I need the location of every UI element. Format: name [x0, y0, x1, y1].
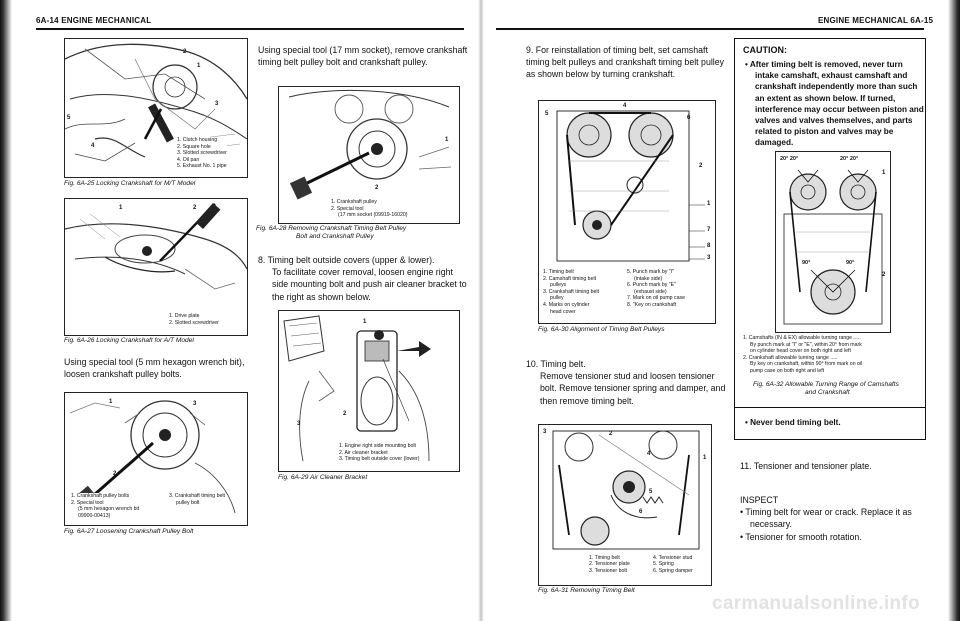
callout-2: 2: [113, 471, 117, 477]
inspect-section: [740, 494, 928, 543]
center-gutter: [478, 0, 484, 621]
left-header-rule: [36, 28, 464, 30]
callout-1: 1: [703, 455, 707, 461]
callout-1: 1: [119, 205, 123, 211]
callout-2: 2: [375, 185, 379, 191]
callout-1: 1: [707, 201, 711, 207]
figure-6a-31-legend-col1: 1. Timing belt 2. Tensioner plate 3. Tensioner bolt: [589, 555, 630, 574]
callout-2: 2: [699, 163, 703, 169]
figure-6a-31-caption: Fig. 6A-31 Removing Timing Belt: [538, 587, 635, 594]
step-10-title: 10. Timing belt.: [526, 359, 586, 369]
inspect-bullet-1: • Timing belt for wear or crack. Replace it as necessary.: [740, 507, 912, 530]
step-9: 9. For reinstallation of timing belt, set camshaft timing belt pulleys and crankshaft timing belt pulley as shown below by turning crankshaft.: [526, 45, 725, 80]
angle-label-left: 20° 20°: [780, 156, 799, 162]
callout-8: 8: [707, 243, 711, 249]
figure-6a-25-legend: 1. Clutch housing 2. Square hole 3. Slotted screwdriver 4. Oil pan 5. Exhaust No. 1 pipe: [177, 137, 227, 170]
figure-6a-28: [278, 86, 460, 224]
callout-2: 2: [183, 49, 187, 55]
step-10-text: Remove tensioner stud and loosen tensioner bolt. Remove tensioner spring and damper, and then remove timing belt.: [540, 371, 726, 406]
right-binding-shadow: [948, 0, 960, 621]
caution-bullet-2: • Never bend timing belt.: [745, 418, 841, 427]
right-page-header: ENGINE MECHANICAL 6A-15: [818, 16, 934, 25]
caution-divider: [735, 407, 925, 408]
callout-1: 1: [882, 170, 886, 176]
step-11: 11. Tensioner and tensioner plate.: [740, 461, 872, 471]
figure-6a-32-legend: 1. Camshafts (IN & EX) allowable turning range ..... By punch mark at "I" or "E", within 20° from mark on cylinder head cover on both right and left 2. Crankshaft allowable turning range ..... By key on crankshaft, within 90° from mark on oil pump case on both right and left: [743, 335, 863, 374]
figure-6a-32: [775, 151, 891, 333]
callout-5: 5: [545, 111, 549, 117]
figure-6a-26-caption: Fig. 6A-26 Locking Crankshaft for A/T Model: [64, 337, 194, 344]
callout-3: 3: [215, 101, 219, 107]
callout-5: 5: [67, 115, 71, 121]
callout-1: 1: [197, 63, 201, 69]
figure-6a-29-caption: Fig. 6A-29 Air Cleaner Bracket: [278, 474, 368, 481]
figure-6a-25: [64, 38, 248, 178]
figure-6a-27-legend-col1: 1. Crankshaft pulley bolts 2. Special tool (5 mm hexagon wrench bit 09900-00413): [71, 493, 140, 519]
callout-6: 6: [639, 509, 643, 515]
inspect-title: INSPECT: [740, 495, 779, 505]
figure-6a-28-legend: 1. Crankshaft pulley 2. Special tool (17 mm socket (09919-16020): [331, 199, 408, 219]
figure-6a-27-legend-col2: 3. Crankshaft timing belt pulley bolt: [169, 493, 225, 506]
callout-7: 7: [707, 227, 711, 233]
figure-6a-28-caption-line2: Bolt and Crankshaft Pulley: [296, 233, 374, 240]
left-binding-shadow: [0, 0, 12, 621]
callout-2: 2: [609, 431, 613, 437]
callout-4: 4: [91, 143, 95, 149]
step-8-text: To facilitate cover removal, loosen engine right side mounting bolt and push air cleaner bracket to the right as shown below.: [272, 267, 467, 302]
callout-3: 3: [543, 429, 547, 435]
caution-bullet-1: • After timing belt is removed, never turn intake camshaft, exhaust camshaft and crankshaft independently more than such an extent as shown below. If turned, interference may occur between piston and valves and valves themselves, and parts related to piston and valves may be damaged.: [745, 60, 924, 148]
left-page-header: 6A-14 ENGINE MECHANICAL: [36, 16, 152, 25]
paragraph-remove-pulley: Using special tool (17 mm socket), remove crankshaft timing belt pulley bolt and crankshaft pulley.: [258, 45, 468, 68]
callout-5: 5: [649, 489, 653, 495]
callout-4: 4: [647, 451, 651, 457]
callout-3: 3: [193, 401, 197, 407]
figure-6a-30-caption: Fig. 6A-30 Alignment of Timing Belt Pulleys: [538, 326, 665, 333]
callout-1: 1: [445, 137, 449, 143]
figure-6a-31: [538, 424, 712, 586]
step-8: [258, 254, 468, 303]
callout-6: 6: [687, 115, 691, 121]
inspect-bullet-2: • Tensioner for smooth rotation.: [740, 531, 862, 542]
paragraph-special-tool: Using special tool (5 mm hexagon wrench bit), loosen crankshaft pulley bolts.: [64, 357, 245, 380]
figure-6a-29-legend: 1. Engine right side mounting bolt 2. Air cleaner bracket 3. Timing belt outside cover (lower): [339, 443, 420, 463]
figure-6a-29: [278, 310, 460, 472]
callout-2: 2: [343, 411, 347, 417]
right-header-rule: [496, 28, 924, 30]
figure-6a-27: [64, 392, 248, 526]
callout-2: 2: [193, 205, 197, 211]
callout-2: 2: [882, 272, 886, 278]
angle-90-left: 90°: [802, 260, 811, 266]
angle-90-right: 90°: [846, 260, 855, 266]
turning-range-illustration: [776, 152, 890, 332]
figure-6a-30-legend-col1: 1. Timing belt 2. Camshaft timing belt pulleys 3. Crankshaft timing belt pulley 4. Marks on cylinder head cover: [543, 269, 599, 315]
figure-6a-31-legend-col2: 4. Tensioner stud 5. Spring 6. Spring damper: [653, 555, 693, 574]
figure-6a-30: [538, 100, 716, 324]
step-8-title: 8. Timing belt outside covers (upper & lower).: [258, 255, 435, 265]
figure-6a-27-caption: Fig. 6A-27 Loosening Crankshaft Pulley Bolt: [64, 528, 194, 535]
figure-6a-28-caption-line1: Fig. 6A-28 Removing Crankshaft Timing Belt Pulley: [256, 225, 407, 232]
figure-6a-26-legend: 1. Drive plate 2. Slotted screwdriver: [169, 313, 219, 326]
callout-3: 3: [707, 255, 711, 261]
drive-plate-illustration: [65, 199, 247, 335]
figure-6a-32-caption-line1: Fig. 6A-32 Allowable Turning Range of Camshafts: [753, 381, 899, 388]
figure-6a-25-caption: Fig. 6A-25 Locking Crankshaft for M/T Model: [64, 180, 196, 187]
callout-4: 4: [623, 103, 627, 109]
caution-title: CAUTION:: [743, 45, 787, 55]
step-10: [526, 358, 726, 407]
figure-6a-26: [64, 198, 248, 336]
watermark: carmanualsonline.info: [712, 593, 920, 614]
figure-6a-32-caption-line2: and Crankshaft: [805, 389, 850, 396]
callout-3: 3: [297, 421, 301, 427]
callout-1: 1: [109, 399, 113, 405]
figure-6a-30-legend-col2: 5. Punch mark by "I" (intake side) 6. Punch mark by "E" (exhaust side) 7. Mark on oil pump case 8. "Key on crankshaft: [627, 269, 685, 308]
caution-box: [734, 38, 926, 440]
callout-1: 1: [363, 319, 367, 325]
angle-label-right: 20° 20°: [840, 156, 859, 162]
